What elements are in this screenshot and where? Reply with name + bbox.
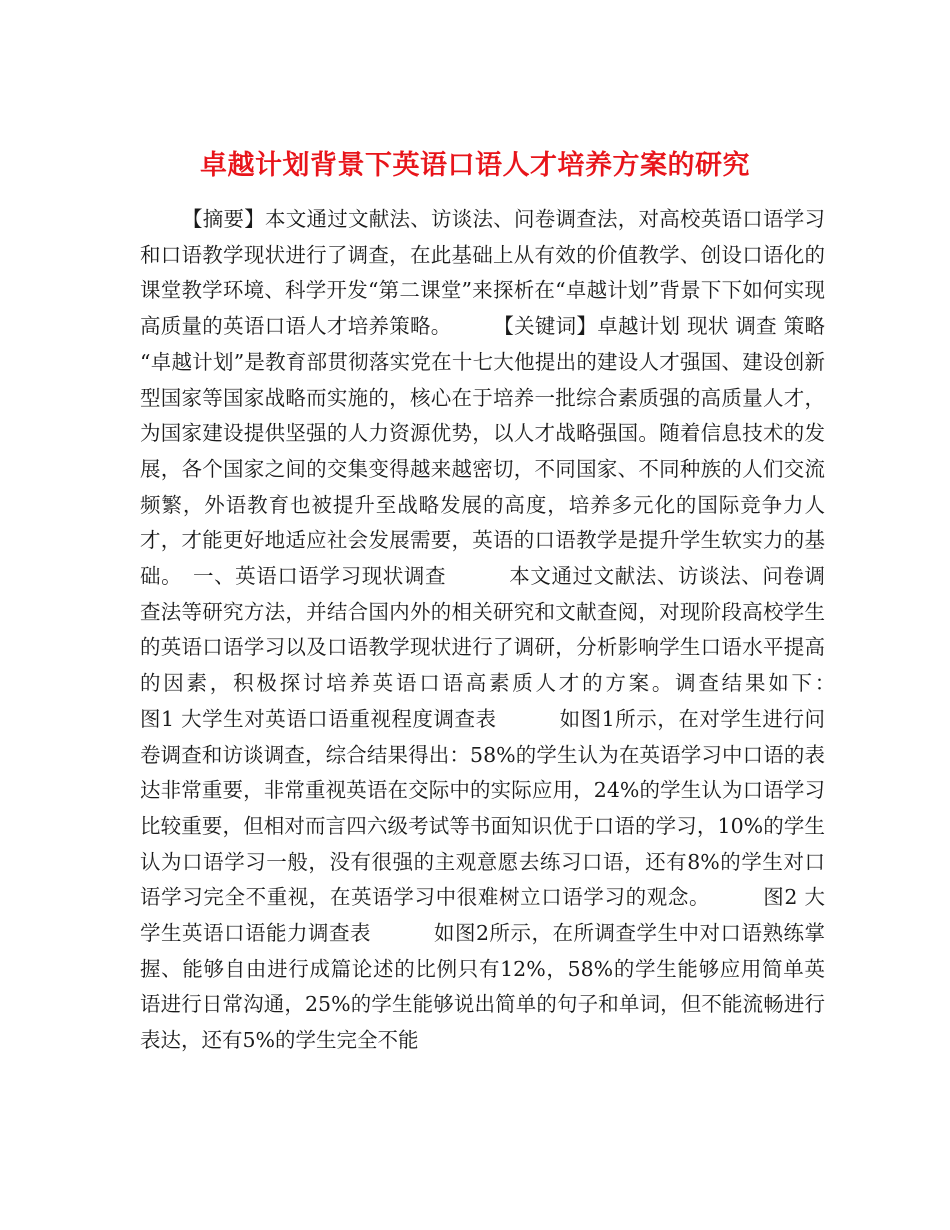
document-body: 【摘要】本文通过文献法、访谈法、问卷调查法，对高校英语口语学习和口语教学现状进行了调查，在此基础上从有效的价值教学、创设口语化的课堂教学环境、科学开发“第二课堂”来探析在“卓越计划”背景下下如何实现高质量的英语口语人才培养策略。 【关键词】卓越计划 现状 调查 策略 “卓越计划”是教育部贯彻落实党在十七大他提出的建设人才强国、建设创新型国家等国家战略而实施的，核心在于培养一批综合素质强的高质量人才，为国家建设提供坚强的人力资源优势，以人才战略强国。随着信息技术的发展，各个国家之间的交集变得越来越密切，不同国家、不同种族的人们交流频繁，外语教育也被提升至战略发展的高度，培养多元化的国际竞争力人才，才能更好地适应社会发展需要，英语的口语教学是提升学生软实力的基础。 一、英语口语学习现状调查 本文通过文献法、访谈法、问卷调查法等研究方法，并结合国内外的相关研究和文献查阅，对现阶段高校学生的英语口语学习以及口语教学现状进行了调研，分析影响学生口语水平提高的因素，积极探讨培养英语口语高素质人才的方案。调查结果如下： 图1 大学生对英语口语重视程度调查表 如图1所示，在对学生进行问卷调查和访谈调查，综合结果得出：58%的学生认为在英语学习中口语的表达非常重要，非常重视英语在交际中的实际应用，24%的学生认为口语学习比较重要，但相对而言四六级考试等书面知识优于口语的学习，10%的学生认为口语学习一般，没有很强的主观意愿去练习口语，还有8%的学生对口语学习完全不重视，在英语学习中很难树立口语学习的观念。 图2 大学生英语口语能力调查表 如图2所示，在所调查学生中对口语熟练掌握、能够自由进行成篇论述的比例只有12%，58%的学生能够应用简单英语进行日常沟通，25%的学生能够说出简单的句子和单词，但不能流畅进行表达，还有5%的学生完全不能	[140, 207, 887, 1053]
document-title: 卓越计划背景下英语口语人才培养方案的研究	[200, 150, 750, 182]
